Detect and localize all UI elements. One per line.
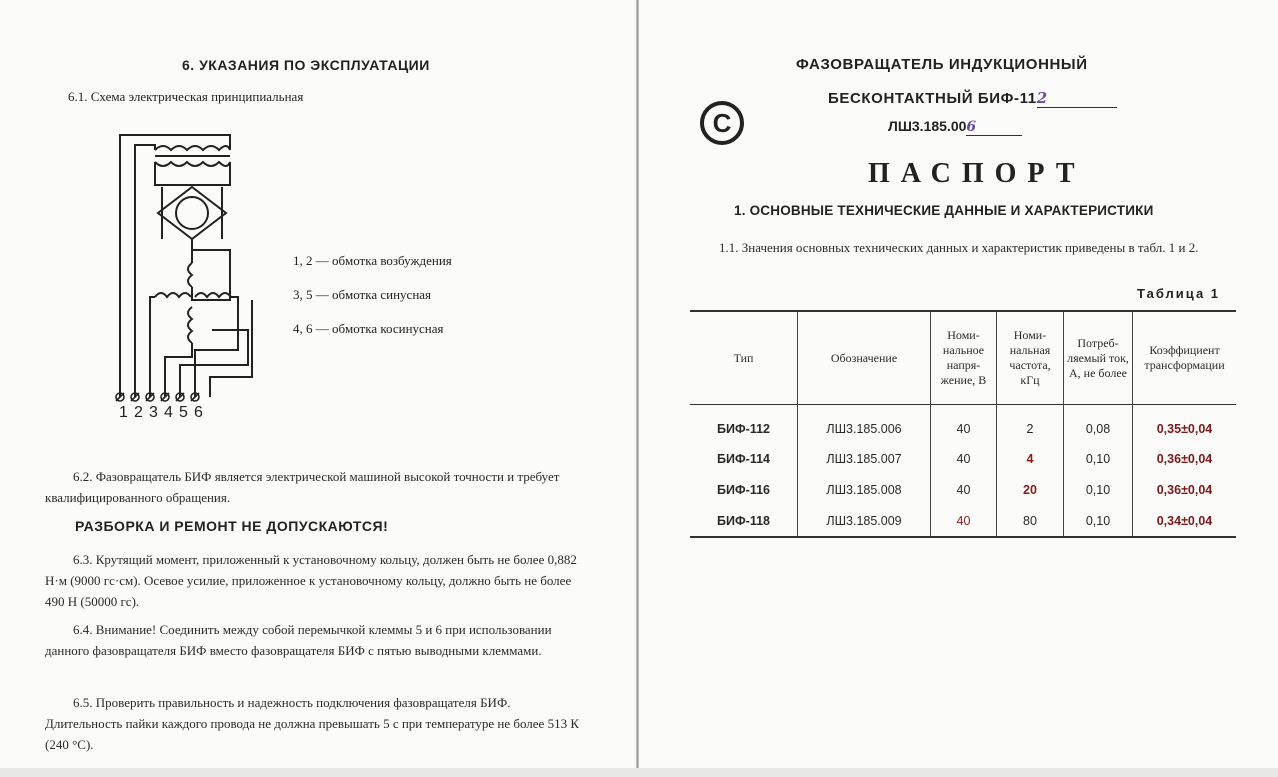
scan-bottom-edge [0,768,1278,777]
paragraph-6-4: 6.4. Внимание! Соединить между собой перемычкой клеммы 5 и 6 при использовании данного фазовращателя БИФ вместо фазовращателя БИФ с пятью выводными клеммами. [45,622,552,658]
terminal-numbers [116,404,206,422]
cell-current: 0,10 [1064,474,1133,505]
cell-designation: ЛШ3.185.007 [798,443,931,474]
code-text: ЛШ3.185.00 [888,118,967,134]
cell-voltage: 40 [931,443,997,474]
cell-frequency: 80 [997,505,1064,537]
header-voltage: Номи-нальное напря-жение, В [931,311,997,405]
header-current: Потреб-ляемый ток, А, не более [1064,311,1133,405]
header-transform-coef: Коэффициент трансформации [1133,311,1237,405]
terminal-6: 6 [194,404,203,421]
cell-designation: ЛШ3.185.008 [798,474,931,505]
table-label: Таблица 1 [1137,286,1221,301]
model-suffix-handwritten: 2 [1037,89,1117,108]
copyright-mark [700,101,744,145]
specs-table [690,310,1236,538]
copyright-letter: C [712,108,732,138]
terminal-3: 3 [149,404,158,421]
paragraph-1-1: 1.1. Значения основных технических данных и характеристик приведены в табл. 1 и 2. [719,240,1199,255]
cell-current: 0,08 [1064,405,1133,444]
winding-legend [293,244,452,346]
paragraph-6-2: 6.2. Фазовращатель БИФ является электрической машиной высокой точности и требует квалифицированного обращения. [45,469,560,505]
cell-type: БИФ-114 [717,451,770,466]
terminal-1: 1 [119,404,128,421]
terminal-4: 4 [164,404,173,421]
item-6-1-caption: 6.1. Схема электрическая принципиальная [68,89,304,104]
legend-cosine: 4, 6 — обмотка косинусная [293,321,444,336]
code-suffix-handwritten: 6 [966,118,1022,136]
section-1-title: 1. ОСНОВНЫЕ ТЕХНИЧЕСКИЕ ДАННЫЕ И ХАРАКТЕРИСТИКИ [734,203,1154,218]
table-row [690,505,1236,537]
cell-coef: 0,36±0,04 [1133,443,1237,474]
cell-frequency: 2 [997,405,1064,444]
cell-voltage: 40 [931,505,997,537]
cell-current: 0,10 [1064,505,1133,537]
cell-coef: 0,36±0,04 [1133,474,1237,505]
cell-type: БИФ-116 [717,482,770,497]
cell-voltage: 40 [931,474,997,505]
warning-heading: РАЗБОРКА И РЕМОНТ НЕ ДОПУСКАЮТСЯ! [75,518,389,534]
wiring-schematic [100,125,260,425]
cell-designation: ЛШ3.185.006 [798,405,931,444]
paragraph-6-5: 6.5. Проверить правильность и надежность подключения фазовращателя БИФ. Длительность пайки каждого провода не должна превышать 5 с при температуре не более 513 К (240 °С). [45,695,579,752]
cell-designation: ЛШ3.185.009 [798,505,931,537]
terminal-2: 2 [134,404,143,421]
cell-voltage: 40 [931,405,997,444]
product-model: БЕСКОНТАКТНЫЙ БИФ-11 [828,90,1037,107]
document-code [888,118,1022,136]
cell-type: БИФ-118 [690,505,798,537]
table-row [690,474,1236,505]
cell-current: 0,10 [1064,443,1133,474]
cell-coef: 0,35±0,04 [1133,405,1237,444]
table-header-row [690,311,1236,405]
paragraph-6-3: 6.3. Крутящий момент, приложенный к установочному кольцу, должен быть не более 0,882 Н·м (9000 гс·см). Осевое усилие, приложенное к установочному кольцу, должно быть не более 490 Н (50000 гс). [45,552,577,609]
right-page [640,0,1278,777]
cell-coef: 0,34±0,04 [1133,505,1237,537]
product-title-line1: ФАЗОВРАЩАТЕЛЬ ИНДУКЦИОННЫЙ [796,56,1088,73]
header-frequency: Номи-нальная частота, кГц [997,311,1064,405]
header-type: Тип [690,311,798,405]
table-row [690,405,1236,444]
product-title-line2 [828,89,1117,108]
table-row [690,443,1236,474]
cell-frequency: 4 [997,443,1064,474]
cell-frequency: 20 [997,474,1064,505]
left-page [0,0,636,777]
cell-type: БИФ-112 [717,422,770,436]
section-6-title: 6. УКАЗАНИЯ ПО ЭКСПЛУАТАЦИИ [182,57,430,73]
page-fold [636,0,639,777]
legend-sine: 3, 5 — обмотка синусная [293,287,432,302]
passport-title: ПАСПОРТ [868,158,1086,189]
header-designation: Обозначение [798,311,931,405]
legend-excitation: 1, 2 — обмотка возбуждения [293,253,452,268]
terminal-5: 5 [179,404,188,421]
